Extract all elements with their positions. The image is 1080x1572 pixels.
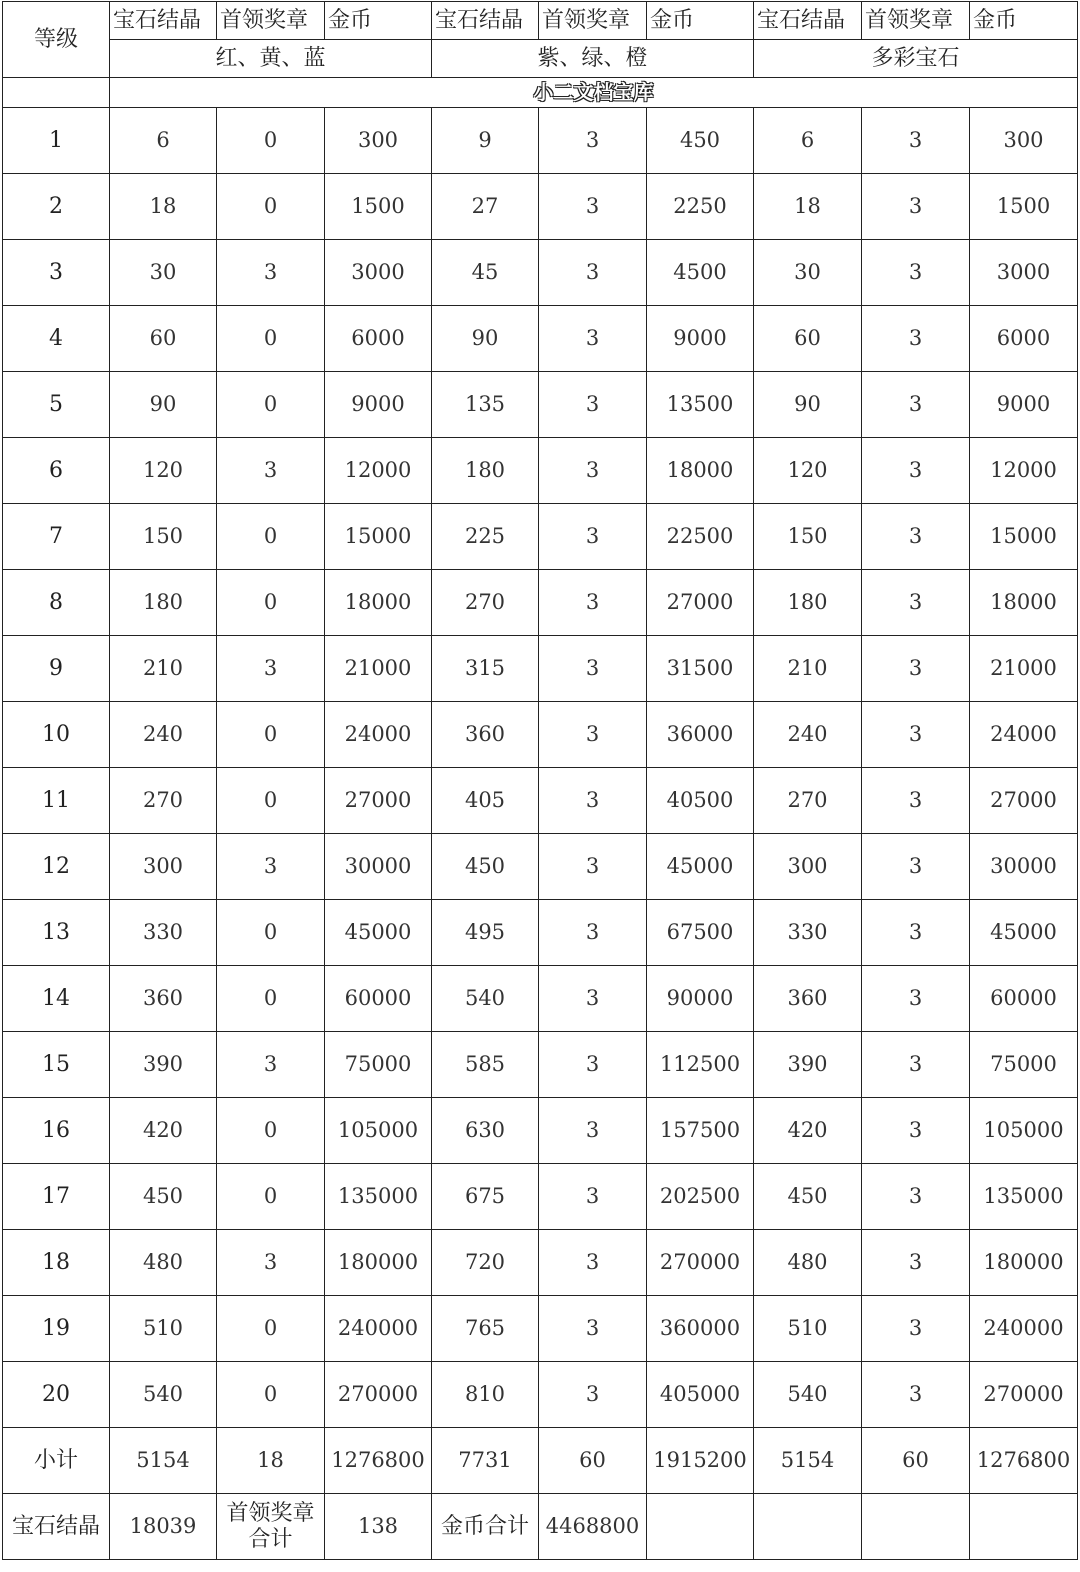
- level-cell: 15: [3, 1032, 110, 1098]
- value-cell: 120: [754, 438, 862, 504]
- value-cell: 3: [862, 1296, 970, 1362]
- value-cell: 3: [539, 636, 647, 702]
- value-cell: 3: [539, 900, 647, 966]
- value-cell: 67500: [647, 900, 754, 966]
- value-cell: 9000: [325, 372, 432, 438]
- value-cell: 3: [217, 1032, 325, 1098]
- value-cell: 3: [539, 108, 647, 174]
- value-cell: 6000: [970, 306, 1078, 372]
- value-cell: 405000: [647, 1362, 754, 1428]
- level-cell: 5: [3, 372, 110, 438]
- value-cell: 60000: [970, 966, 1078, 1032]
- value-cell: 360000: [647, 1296, 754, 1362]
- medal-total-value: 138: [325, 1494, 432, 1560]
- value-cell: 27000: [647, 570, 754, 636]
- empty-cell: [754, 1494, 862, 1560]
- value-cell: 180000: [325, 1230, 432, 1296]
- value-cell: 180: [754, 570, 862, 636]
- value-cell: 18000: [970, 570, 1078, 636]
- group-header-multicolor: 多彩宝石: [754, 40, 1078, 78]
- value-cell: 270000: [647, 1230, 754, 1296]
- value-cell: 21000: [325, 636, 432, 702]
- value-cell: 540: [754, 1362, 862, 1428]
- value-cell: 540: [110, 1362, 217, 1428]
- col-header-medal: 首领奖章: [862, 2, 970, 40]
- value-cell: 675: [432, 1164, 539, 1230]
- group-header-purple-green-orange: 紫、绿、橙: [432, 40, 754, 78]
- value-cell: 390: [110, 1032, 217, 1098]
- empty-cell: [970, 1494, 1078, 1560]
- value-cell: 3: [862, 174, 970, 240]
- level-cell: 11: [3, 768, 110, 834]
- value-cell: 112500: [647, 1032, 754, 1098]
- table-row: [3, 966, 1078, 1032]
- value-cell: 3: [862, 372, 970, 438]
- value-cell: 480: [754, 1230, 862, 1296]
- value-cell: 1915200: [647, 1428, 754, 1494]
- value-cell: 90: [432, 306, 539, 372]
- group-header-red-yellow-blue: 红、黄、蓝: [110, 40, 432, 78]
- value-cell: 18: [754, 174, 862, 240]
- value-cell: 157500: [647, 1098, 754, 1164]
- value-cell: 450: [110, 1164, 217, 1230]
- value-cell: 3: [217, 240, 325, 306]
- value-cell: 30: [754, 240, 862, 306]
- value-cell: 3: [862, 834, 970, 900]
- value-cell: 3: [539, 702, 647, 768]
- value-cell: 3: [539, 570, 647, 636]
- value-cell: 45000: [647, 834, 754, 900]
- value-cell: 3: [862, 1098, 970, 1164]
- value-cell: 3: [217, 1230, 325, 1296]
- value-cell: 510: [754, 1296, 862, 1362]
- col-header-medal: 首领奖章: [539, 2, 647, 40]
- value-cell: 210: [110, 636, 217, 702]
- gem-upgrade-cost-table: [2, 1, 1078, 1560]
- value-cell: 0: [217, 570, 325, 636]
- value-cell: 3: [539, 1230, 647, 1296]
- level-cell: 19: [3, 1296, 110, 1362]
- value-cell: 0: [217, 702, 325, 768]
- value-cell: 0: [217, 108, 325, 174]
- value-cell: 540: [432, 966, 539, 1032]
- col-header-gold: 金币: [647, 2, 754, 40]
- table-row: [3, 174, 1078, 240]
- value-cell: 480: [110, 1230, 217, 1296]
- value-cell: 40500: [647, 768, 754, 834]
- value-cell: 3: [539, 1164, 647, 1230]
- col-header-medal: 首领奖章: [217, 2, 325, 40]
- value-cell: 150: [110, 504, 217, 570]
- level-cell: 14: [3, 966, 110, 1032]
- value-cell: 6000: [325, 306, 432, 372]
- value-cell: 1276800: [970, 1428, 1078, 1494]
- header-row-columns: [3, 2, 1078, 40]
- value-cell: 7731: [432, 1428, 539, 1494]
- value-cell: 3: [862, 636, 970, 702]
- value-cell: 3000: [970, 240, 1078, 306]
- value-cell: 3: [862, 306, 970, 372]
- value-cell: 18: [110, 174, 217, 240]
- table-row: [3, 504, 1078, 570]
- level-cell: 1: [3, 108, 110, 174]
- level-cell: 7: [3, 504, 110, 570]
- value-cell: 810: [432, 1362, 539, 1428]
- table-row: [3, 1428, 1078, 1494]
- table-row: [3, 108, 1078, 174]
- value-cell: 300: [325, 108, 432, 174]
- value-cell: 240000: [970, 1296, 1078, 1362]
- value-cell: 240000: [325, 1296, 432, 1362]
- value-cell: 585: [432, 1032, 539, 1098]
- value-cell: 30000: [325, 834, 432, 900]
- value-cell: 9000: [970, 372, 1078, 438]
- value-cell: 0: [217, 504, 325, 570]
- value-cell: 420: [110, 1098, 217, 1164]
- value-cell: 13500: [647, 372, 754, 438]
- value-cell: 6: [754, 108, 862, 174]
- value-cell: 6: [110, 108, 217, 174]
- value-cell: 90: [754, 372, 862, 438]
- value-cell: 60: [539, 1428, 647, 1494]
- value-cell: 36000: [647, 702, 754, 768]
- value-cell: 9: [432, 108, 539, 174]
- level-cell: 8: [3, 570, 110, 636]
- value-cell: 3: [539, 966, 647, 1032]
- value-cell: 1276800: [325, 1428, 432, 1494]
- gold-total-value: 4468800: [539, 1494, 647, 1560]
- table-row: [3, 1098, 1078, 1164]
- value-cell: 3: [217, 636, 325, 702]
- value-cell: 60: [754, 306, 862, 372]
- value-cell: 3: [862, 504, 970, 570]
- table-row: [3, 1362, 1078, 1428]
- value-cell: 270: [110, 768, 217, 834]
- value-cell: 150: [754, 504, 862, 570]
- header-row-watermark: [3, 78, 1078, 108]
- value-cell: 1500: [970, 174, 1078, 240]
- table-row: [3, 768, 1078, 834]
- level-cell: 16: [3, 1098, 110, 1164]
- col-header-crystal: 宝石结晶: [110, 2, 217, 40]
- value-cell: 3: [862, 1164, 970, 1230]
- value-cell: 22500: [647, 504, 754, 570]
- table-row: [3, 834, 1078, 900]
- value-cell: 105000: [970, 1098, 1078, 1164]
- value-cell: 12000: [970, 438, 1078, 504]
- value-cell: 105000: [325, 1098, 432, 1164]
- value-cell: 3: [862, 438, 970, 504]
- level-cell: 2: [3, 174, 110, 240]
- medal-total-label: 首领奖章合计: [217, 1494, 325, 1560]
- level-cell: 4: [3, 306, 110, 372]
- level-cell: 小计: [3, 1428, 110, 1494]
- value-cell: 202500: [647, 1164, 754, 1230]
- value-cell: 360: [110, 966, 217, 1032]
- value-cell: 90000: [647, 966, 754, 1032]
- table-row: [3, 702, 1078, 768]
- table-row: [3, 372, 1078, 438]
- crystal-total-label: 宝石结晶: [3, 1494, 110, 1560]
- value-cell: 3: [539, 1098, 647, 1164]
- level-cell: 10: [3, 702, 110, 768]
- grand-total-row: [3, 1494, 1078, 1560]
- col-header-gold: 金币: [970, 2, 1078, 40]
- value-cell: 0: [217, 966, 325, 1032]
- value-cell: 0: [217, 174, 325, 240]
- value-cell: 3: [217, 834, 325, 900]
- value-cell: 0: [217, 1296, 325, 1362]
- value-cell: 90: [110, 372, 217, 438]
- value-cell: 135000: [325, 1164, 432, 1230]
- value-cell: 450: [647, 108, 754, 174]
- value-cell: 30000: [970, 834, 1078, 900]
- value-cell: 45000: [325, 900, 432, 966]
- table-row: [3, 570, 1078, 636]
- value-cell: 0: [217, 372, 325, 438]
- empty-cell: [862, 1494, 970, 1560]
- value-cell: 3: [862, 702, 970, 768]
- value-cell: 21000: [970, 636, 1078, 702]
- table-row: [3, 900, 1078, 966]
- col-header-crystal: 宝石结晶: [432, 2, 539, 40]
- value-cell: 300: [754, 834, 862, 900]
- value-cell: 450: [754, 1164, 862, 1230]
- value-cell: 3: [539, 1032, 647, 1098]
- value-cell: 240: [754, 702, 862, 768]
- value-cell: 315: [432, 636, 539, 702]
- value-cell: 3: [862, 1032, 970, 1098]
- value-cell: 3: [862, 1230, 970, 1296]
- value-cell: 3: [539, 1296, 647, 1362]
- value-cell: 15000: [325, 504, 432, 570]
- value-cell: 300: [110, 834, 217, 900]
- value-cell: 18: [217, 1428, 325, 1494]
- value-cell: 60: [862, 1428, 970, 1494]
- value-cell: 495: [432, 900, 539, 966]
- value-cell: 0: [217, 1164, 325, 1230]
- level-cell: 20: [3, 1362, 110, 1428]
- col-header-gold: 金币: [325, 2, 432, 40]
- value-cell: 4500: [647, 240, 754, 306]
- table-row: [3, 1164, 1078, 1230]
- value-cell: 18000: [647, 438, 754, 504]
- value-cell: 75000: [325, 1032, 432, 1098]
- value-cell: 5154: [110, 1428, 217, 1494]
- value-cell: 0: [217, 900, 325, 966]
- value-cell: 3: [217, 438, 325, 504]
- value-cell: 3: [539, 768, 647, 834]
- table-row: [3, 1230, 1078, 1296]
- gold-total-label: 金币合计: [432, 1494, 539, 1560]
- value-cell: 60: [110, 306, 217, 372]
- level-header: 等级: [3, 2, 110, 78]
- value-cell: 180: [432, 438, 539, 504]
- value-cell: 360: [754, 966, 862, 1032]
- value-cell: 3: [539, 174, 647, 240]
- level-cell: 12: [3, 834, 110, 900]
- value-cell: 180: [110, 570, 217, 636]
- value-cell: 3000: [325, 240, 432, 306]
- value-cell: 3: [539, 306, 647, 372]
- value-cell: 3: [539, 834, 647, 900]
- value-cell: 390: [754, 1032, 862, 1098]
- value-cell: 450: [432, 834, 539, 900]
- value-cell: 120: [110, 438, 217, 504]
- value-cell: 720: [432, 1230, 539, 1296]
- level-cell: 3: [3, 240, 110, 306]
- value-cell: 24000: [325, 702, 432, 768]
- value-cell: 0: [217, 1362, 325, 1428]
- value-cell: 3: [862, 108, 970, 174]
- value-cell: 360: [432, 702, 539, 768]
- level-cell: 17: [3, 1164, 110, 1230]
- value-cell: 5154: [754, 1428, 862, 1494]
- value-cell: 405: [432, 768, 539, 834]
- value-cell: 27000: [970, 768, 1078, 834]
- table-row: [3, 438, 1078, 504]
- value-cell: 45000: [970, 900, 1078, 966]
- value-cell: 240: [110, 702, 217, 768]
- value-cell: 765: [432, 1296, 539, 1362]
- watermark-text: 小二文档宝库: [110, 78, 1078, 108]
- col-header-crystal: 宝石结晶: [754, 2, 862, 40]
- table-row: [3, 306, 1078, 372]
- value-cell: 75000: [970, 1032, 1078, 1098]
- value-cell: 18000: [325, 570, 432, 636]
- value-cell: 3: [862, 1362, 970, 1428]
- value-cell: 270: [754, 768, 862, 834]
- blank-cell: [3, 78, 110, 108]
- value-cell: 27000: [325, 768, 432, 834]
- value-cell: 3: [539, 438, 647, 504]
- value-cell: 270000: [325, 1362, 432, 1428]
- value-cell: 510: [110, 1296, 217, 1362]
- value-cell: 15000: [970, 504, 1078, 570]
- value-cell: 0: [217, 306, 325, 372]
- value-cell: 3: [539, 504, 647, 570]
- value-cell: 330: [110, 900, 217, 966]
- value-cell: 300: [970, 108, 1078, 174]
- value-cell: 1500: [325, 174, 432, 240]
- value-cell: 135000: [970, 1164, 1078, 1230]
- value-cell: 3: [539, 372, 647, 438]
- value-cell: 3: [862, 900, 970, 966]
- value-cell: 12000: [325, 438, 432, 504]
- value-cell: 27: [432, 174, 539, 240]
- level-cell: 9: [3, 636, 110, 702]
- value-cell: 270: [432, 570, 539, 636]
- value-cell: 420: [754, 1098, 862, 1164]
- value-cell: 180000: [970, 1230, 1078, 1296]
- value-cell: 3: [862, 570, 970, 636]
- crystal-total-value: 18039: [110, 1494, 217, 1560]
- value-cell: 330: [754, 900, 862, 966]
- value-cell: 9000: [647, 306, 754, 372]
- value-cell: 3: [862, 240, 970, 306]
- level-cell: 6: [3, 438, 110, 504]
- value-cell: 210: [754, 636, 862, 702]
- value-cell: 630: [432, 1098, 539, 1164]
- level-cell: 13: [3, 900, 110, 966]
- value-cell: 270000: [970, 1362, 1078, 1428]
- header-row-groups: [3, 40, 1078, 78]
- value-cell: 0: [217, 768, 325, 834]
- value-cell: 3: [539, 240, 647, 306]
- value-cell: 0: [217, 1098, 325, 1164]
- value-cell: 3: [862, 768, 970, 834]
- table-row: [3, 1032, 1078, 1098]
- level-cell: 18: [3, 1230, 110, 1296]
- value-cell: 24000: [970, 702, 1078, 768]
- value-cell: 45: [432, 240, 539, 306]
- empty-cell: [647, 1494, 754, 1560]
- value-cell: 30: [110, 240, 217, 306]
- table-row: [3, 636, 1078, 702]
- value-cell: 31500: [647, 636, 754, 702]
- table-row: [3, 1296, 1078, 1362]
- table-row: [3, 240, 1078, 306]
- value-cell: 135: [432, 372, 539, 438]
- value-cell: 3: [862, 966, 970, 1032]
- value-cell: 225: [432, 504, 539, 570]
- value-cell: 3: [539, 1362, 647, 1428]
- value-cell: 60000: [325, 966, 432, 1032]
- value-cell: 2250: [647, 174, 754, 240]
